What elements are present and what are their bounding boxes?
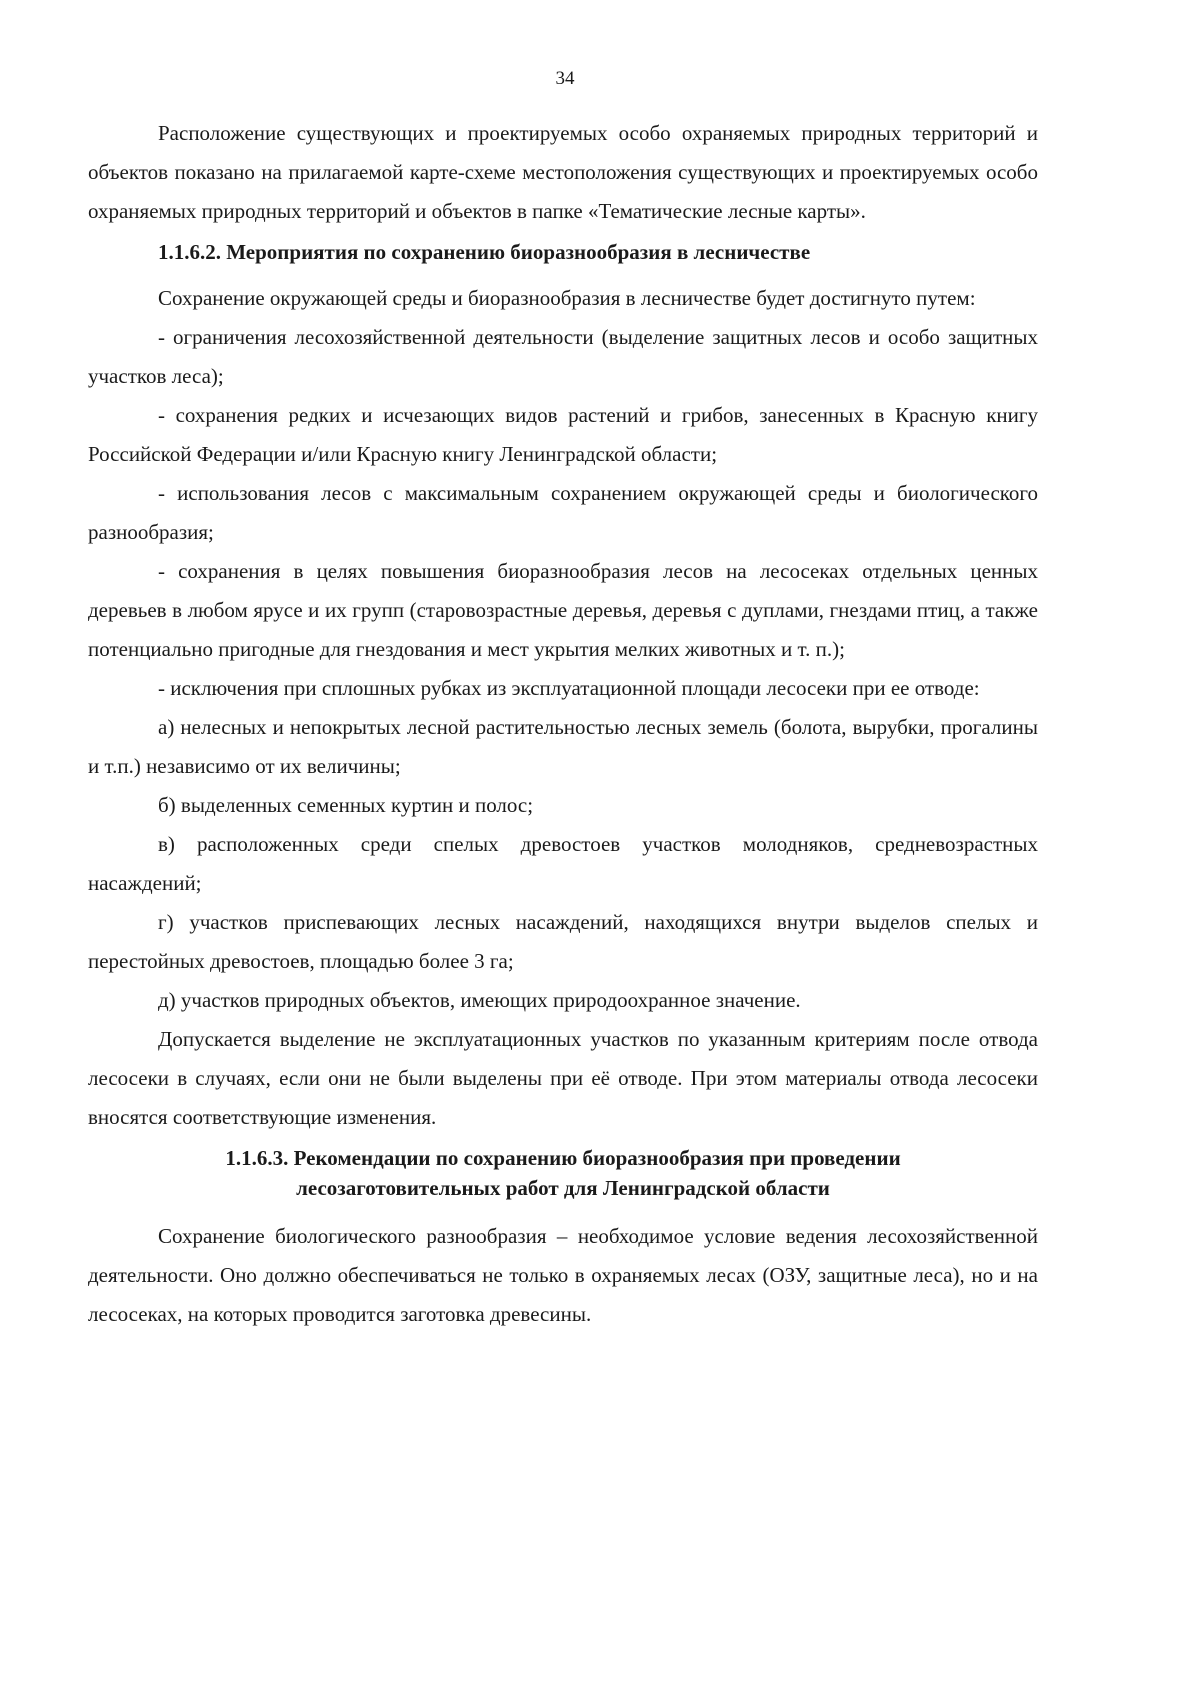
- heading-line: лесозаготовительных работ для Ленинградской области: [296, 1176, 830, 1200]
- list-item: - исключения при сплошных рубках из эксплуатационной площади лесосеки при ее отводе:: [158, 676, 980, 700]
- sub-list-item: в) расположенных среди спелых древостоев участков молодняков, средневозрастных насаждений;: [88, 832, 1038, 895]
- sub-list-item: б) выделенных семенных куртин и полос;: [158, 793, 534, 817]
- sub-list-item: а) нелесных и непокрытых лесной растительностью лесных земель (болота, вырубки, прогалины и т.п.) независимо от их величины;: [88, 715, 1038, 778]
- section-heading-1-1-6-3: [88, 1143, 1038, 1203]
- list-item: - ограничения лесохозяйственной деятельности (выделение защитных лесов и особо защитных участков леса);: [88, 325, 1038, 388]
- page-number: 34: [555, 68, 575, 89]
- paragraph: Сохранение биологического разнообразия – необходимое условие ведения лесохозяйственной деятельности. Оно должно обеспечиваться не только в охраняемых лесах (ОЗУ, защитные леса), но и на лесосеках, на которых проводится заготовка древесины.: [88, 1224, 1038, 1326]
- section-heading-1-1-6-2: 1.1.6.2. Мероприятия по сохранению биоразнообразия в лесничестве: [158, 240, 811, 264]
- list-item: - сохранения редких и исчезающих видов растений и грибов, занесенных в Красную книгу Российской Федерации и/или Красную книгу Ленинградской области;: [88, 403, 1038, 466]
- paragraph: Допускается выделение не эксплуатационных участков по указанным критериям после отвода лесосеки в случаях, если они не были выделены при её отводе. При этом материалы отвода лесосеки вносятся соответствующие изменения.: [88, 1027, 1038, 1129]
- intro-paragraph: Расположение существующих и проектируемых особо охраняемых природных территорий и объектов показано на прилагаемой карте-схеме местоположения существующих и проектируемых особо охраняемых природных территорий и объектов в папке «Тематические лесные карты».: [88, 121, 1038, 223]
- heading-line: 1.1.6.3. Рекомендации по сохранению биоразнообразия при проведении: [225, 1146, 901, 1170]
- list-item: - сохранения в целях повышения биоразнообразия лесов на лесосеках отдельных ценных деревьев в любом ярусе и их групп (старовозрастные деревья, деревья с дуплами, гнездами птиц, а также потенциально пригодные для гнездования и мест укрытия мелких животных и т. п.);: [88, 559, 1038, 661]
- paragraph: Сохранение окружающей среды и биоразнообразия в лесничестве будет достигнуто путем:: [158, 286, 976, 310]
- document-body: [88, 114, 1038, 1334]
- list-item: - использования лесов с максимальным сохранением окружающей среды и биологического разнообразия;: [88, 481, 1038, 544]
- sub-list-item: д) участков природных объектов, имеющих природоохранное значение.: [158, 988, 801, 1012]
- sub-list-item: г) участков приспевающих лесных насаждений, находящихся внутри выделов спелых и перестойных древостоев, площадью более 3 га;: [88, 910, 1038, 973]
